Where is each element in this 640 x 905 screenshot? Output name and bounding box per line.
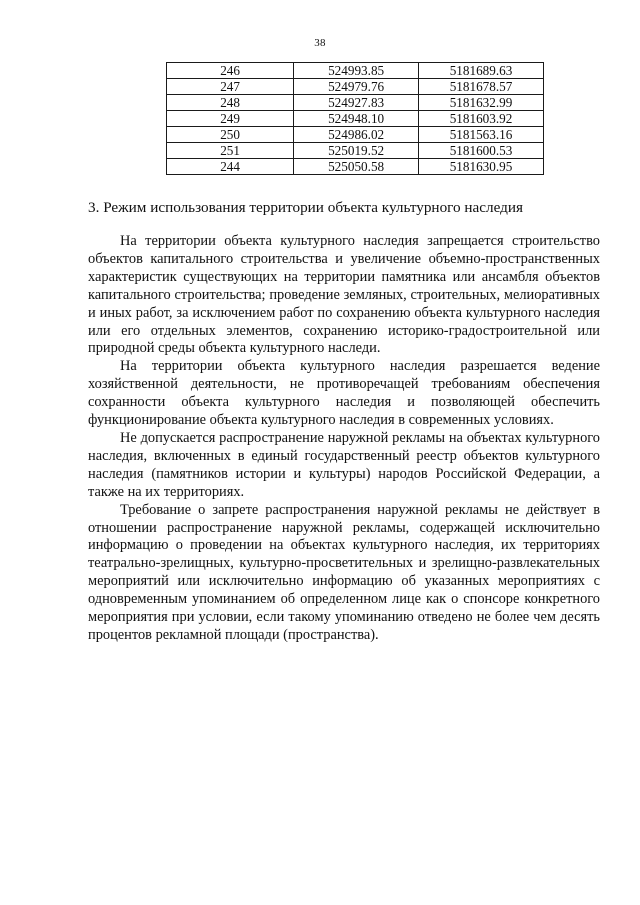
y-coordinate-cell: 5181678.57 bbox=[419, 79, 544, 95]
coordinates-table bbox=[166, 62, 544, 175]
paragraph-prohibitions: На территории объекта культурного наследия запрещается строительство объектов капитального строительства и увеличение объемно-пространственных характеристик существующих на территории памятника или ансамбля объектов капитального строительства; проведение земляных, строительных, мелиоративных и иных работ, за исключением работ по сохранению объекта культурного наследия или его отдельных элементов, сохранению историко-градостроительной или природной среды объекта культурного наследи. bbox=[88, 233, 600, 357]
x-coordinate-cell: 524979.76 bbox=[294, 79, 419, 95]
x-coordinate-cell: 525050.58 bbox=[294, 159, 419, 175]
page-number: 38 bbox=[314, 37, 326, 49]
y-coordinate-cell: 5181630.95 bbox=[419, 159, 544, 175]
point-number-cell: 247 bbox=[167, 79, 294, 95]
point-number-cell: 251 bbox=[167, 143, 294, 159]
y-coordinate-cell: 5181689.63 bbox=[419, 63, 544, 79]
point-number-cell: 244 bbox=[167, 159, 294, 175]
section-body bbox=[88, 233, 600, 645]
x-coordinate-cell: 524993.85 bbox=[294, 63, 419, 79]
x-coordinate-cell: 524927.83 bbox=[294, 95, 419, 111]
y-coordinate-cell: 5181600.53 bbox=[419, 143, 544, 159]
point-number-cell: 248 bbox=[167, 95, 294, 111]
point-number-cell: 246 bbox=[167, 63, 294, 79]
y-coordinate-cell: 5181603.92 bbox=[419, 111, 544, 127]
table-row bbox=[167, 95, 544, 111]
paragraph-advertising-exception: Требование о запрете распространения наружной рекламы не действует в отношении распространение наружной рекламы, содержащей исключительно информацию о проведении на объектах культурного наследия, их территориях театрально-зрелищных, культурно-просветительных и зрелищно-развлекательных мероприятий или исключительно информацию об указанных мероприятиях с одновременным упоминанием об определенном лице как о спонсоре конкретного мероприятия при условии, если такому упоминанию отведено не более чем десять процентов рекламной площади (пространства). bbox=[88, 501, 600, 643]
x-coordinate-cell: 525019.52 bbox=[294, 143, 419, 159]
y-coordinate-cell: 5181563.16 bbox=[419, 127, 544, 143]
point-number-cell: 249 bbox=[167, 111, 294, 127]
point-number-cell: 250 bbox=[167, 127, 294, 143]
coordinates-table-body bbox=[167, 63, 544, 175]
x-coordinate-cell: 524948.10 bbox=[294, 111, 419, 127]
table-row bbox=[167, 127, 544, 143]
table-row bbox=[167, 143, 544, 159]
table-row bbox=[167, 79, 544, 95]
y-coordinate-cell: 5181632.99 bbox=[419, 95, 544, 111]
x-coordinate-cell: 524986.02 bbox=[294, 127, 419, 143]
table-row bbox=[167, 111, 544, 127]
table-row bbox=[167, 159, 544, 175]
paragraph-permitted-activity: На территории объекта культурного наследия разрешается ведение хозяйственной деятельности, не противоречащей требованиям обеспечения сохранности объекта культурного наследия и позволяющей обеспечить функционирование объекта культурного наследия в современных условиях. bbox=[88, 358, 600, 429]
paragraph-advertising-ban: Не допускается распространение наружной рекламы на объектах культурного наследия, включенных в единый государственный реестр объектов культурного наследия (памятников истории и культуры) народов Российской Федерации, а также на их территориях. bbox=[88, 429, 600, 500]
section-heading: 3. Режим использования территории объекта культурного наследия bbox=[88, 199, 523, 216]
table-row bbox=[167, 63, 544, 79]
